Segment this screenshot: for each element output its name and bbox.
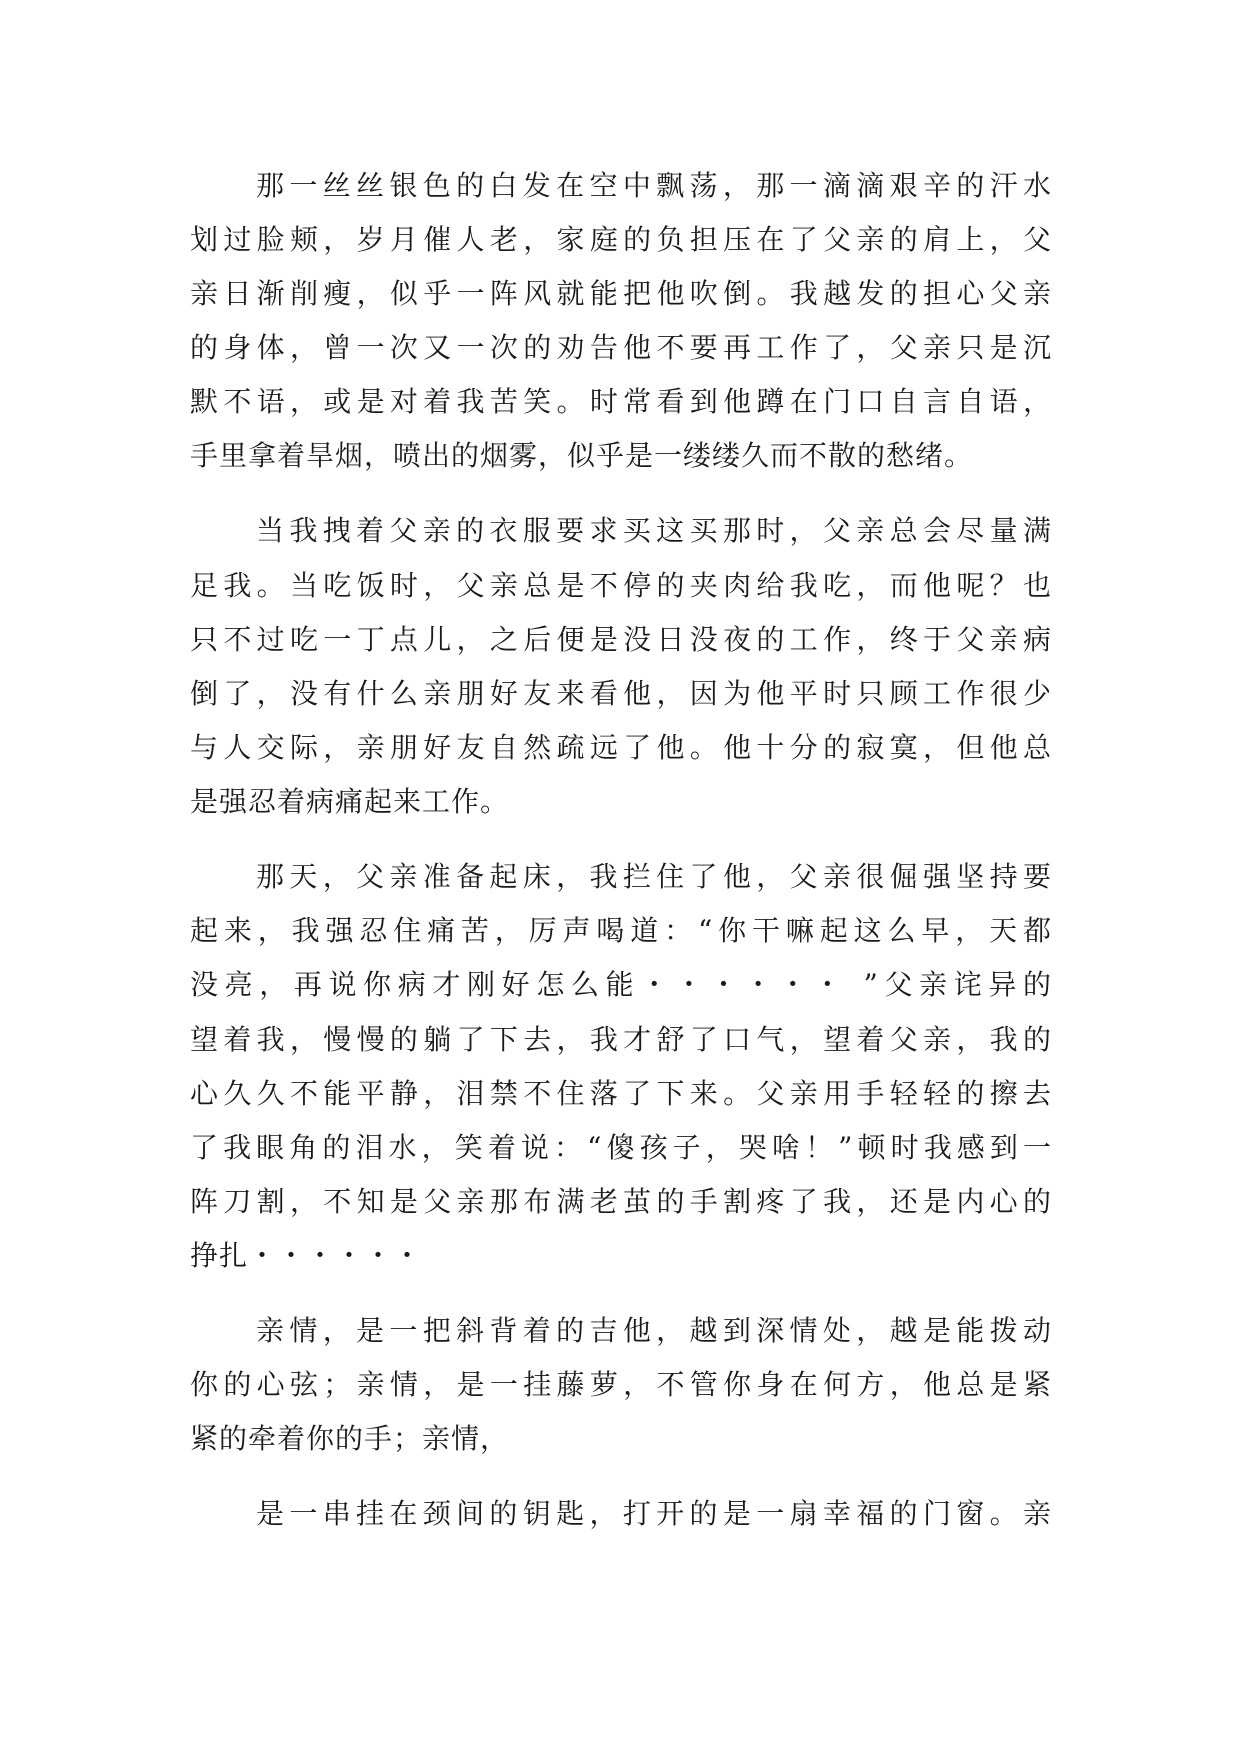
paragraph-3-line-4: 望着我，慢慢的躺了下去，我才舒了口气，望着父亲，我的 [190, 1023, 1052, 1056]
paragraph-3-line-7: 阵刀割，不知是父亲那布满老茧的手割疼了我，还是内心的 [190, 1185, 1052, 1218]
paragraph-3-line-5: 心久久不能平静，泪禁不住落了下来。父亲用手轻轻的擦去 [190, 1077, 1052, 1110]
paragraph-1-line-1: 那一丝丝银色的白发在空中飘荡，那一滴滴艰辛的汗水 [256, 169, 1052, 202]
paragraph-3-line-3: 没亮，再说你病才刚好怎么能・・・・・・ ”父亲诧异的 [190, 968, 1052, 1001]
paragraph-3-line-6: 了我眼角的泪水，笑着说：“傻孩子，哭啥！”顿时我感到一 [190, 1131, 1052, 1164]
paragraph-1-line-3: 亲日渐削瘦，似乎一阵风就能把他吹倒。我越发的担心父亲 [190, 277, 1052, 310]
paragraph-3-line-8: 挣扎・・・・・・ [190, 1239, 423, 1272]
paragraph-4-line-3: 紧的牵着你的手；亲情， [190, 1422, 510, 1455]
paragraph-2-line-5: 与人交际，亲朋好友自然疏远了他。他十分的寂寞，但他总 [190, 731, 1052, 764]
paragraph-1-line-6: 手里拿着旱烟，喷出的烟雾，似乎是一缕缕久而不散的愁绪。 [190, 439, 974, 472]
paragraph-2-line-3: 只不过吃一丁点儿，之后便是没日没夜的工作，终于父亲病 [190, 623, 1052, 656]
paragraph-3-line-1: 那天，父亲准备起床，我拦住了他，父亲很倔强坚持要 [256, 860, 1052, 893]
paragraph-1-line-5: 默不语，或是对着我苦笑。时常看到他蹲在门口自言自语， [190, 385, 1052, 418]
paragraph-5-line-1: 是一串挂在颈间的钥匙，打开的是一扇幸福的门窗。亲 [256, 1497, 1052, 1530]
paragraph-2-line-4: 倒了，没有什么亲朋好友来看他，因为他平时只顾工作很少 [190, 677, 1052, 710]
paragraph-1-line-2: 划过脸颊，岁月催人老，家庭的负担压在了父亲的肩上，父 [190, 223, 1052, 256]
paragraph-4-line-1: 亲情，是一把斜背着的吉他，越到深情处，越是能拨动 [256, 1314, 1052, 1347]
paragraph-3-line-2: 起来，我强忍住痛苦，厉声喝道：“你干嘛起这么早，天都 [190, 914, 1052, 947]
paragraph-2-line-1: 当我拽着父亲的衣服要求买这买那时，父亲总会尽量满 [256, 514, 1052, 547]
paragraph-4-line-2: 你的心弦；亲情，是一挂藤萝，不管你身在何方，他总是紧 [190, 1368, 1052, 1401]
paragraph-1-line-4: 的身体，曾一次又一次的劝告他不要再工作了，父亲只是沉 [190, 331, 1052, 364]
paragraph-2-line-2: 足我。当吃饭时，父亲总是不停的夹肉给我吃，而他呢？也 [190, 569, 1052, 602]
paragraph-2-line-6: 是强忍着病痛起来工作。 [190, 785, 510, 818]
